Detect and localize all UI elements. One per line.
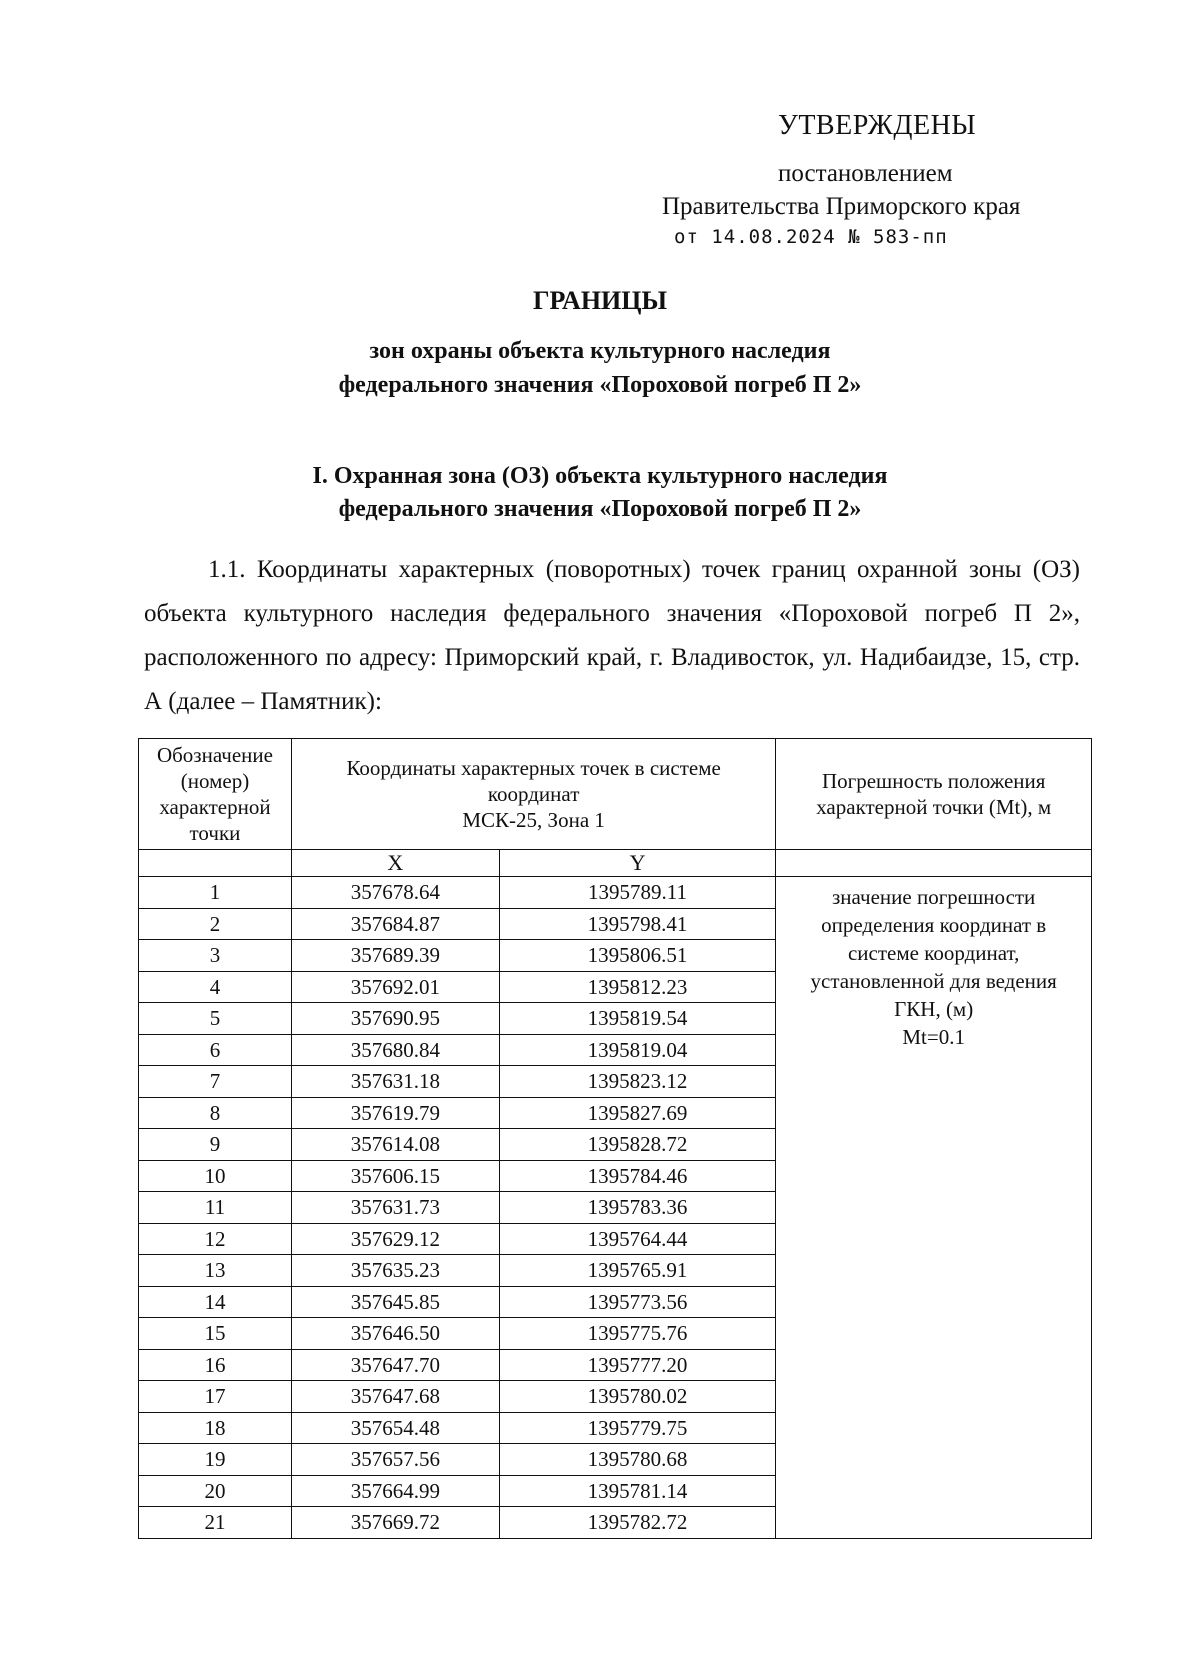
- point-number: 5: [139, 1003, 292, 1035]
- header-point-number: Обозначение (номер) характерной точки: [139, 739, 292, 850]
- coordinate-x: 357692.01: [291, 971, 499, 1003]
- accuracy-note: [776, 877, 1092, 1539]
- table-header-row: [139, 739, 1092, 850]
- coordinate-x: 357680.84: [291, 1034, 499, 1066]
- coordinate-y: 1395780.68: [499, 1444, 776, 1476]
- coordinate-y: 1395819.54: [499, 1003, 776, 1035]
- document-subtitle-line-1: зон охраны объекта культурного наследия: [369, 338, 831, 364]
- coordinate-y: 1395784.46: [499, 1160, 776, 1192]
- point-number: 3: [139, 940, 292, 972]
- point-number: 6: [139, 1034, 292, 1066]
- coordinate-x: 357631.73: [291, 1192, 499, 1224]
- coordinate-x: 357629.12: [291, 1223, 499, 1255]
- coordinate-y: 1395765.91: [499, 1255, 776, 1287]
- point-number: 1: [139, 877, 292, 909]
- coordinate-y: 1395823.12: [499, 1066, 776, 1098]
- table-subheader-row: [139, 850, 1092, 877]
- section-title-line-1: I. Охранная зона (ОЗ) объекта культурного наследия: [312, 463, 888, 489]
- coordinate-y: 1395764.44: [499, 1223, 776, 1255]
- coordinate-y: 1395781.14: [499, 1475, 776, 1507]
- coordinate-y: 1395775.76: [499, 1318, 776, 1350]
- point-number: 14: [139, 1286, 292, 1318]
- coordinate-y: 1395806.51: [499, 940, 776, 972]
- header-accuracy: Погрешность положения характерной точки (Mt), м: [776, 739, 1092, 850]
- accuracy-note-line: значение погрешности: [832, 885, 1036, 909]
- coordinate-x: 357684.87: [291, 908, 499, 940]
- coordinate-y: 1395827.69: [499, 1097, 776, 1129]
- subheader-x: X: [291, 850, 499, 877]
- approval-government-label: Правительства Приморского края: [662, 193, 1021, 220]
- coordinates-table: [138, 738, 1092, 1539]
- coordinate-y: 1395798.41: [499, 908, 776, 940]
- point-number: 9: [139, 1129, 292, 1161]
- header-coordinates: Координаты характерных точек в системе координат МСК-25, Зона 1: [291, 739, 775, 850]
- coordinate-x: 357664.99: [291, 1475, 499, 1507]
- section-title: [0, 460, 1200, 526]
- point-number: 16: [139, 1349, 292, 1381]
- coordinate-y: 1395780.02: [499, 1381, 776, 1413]
- coordinate-x: 357647.68: [291, 1381, 499, 1413]
- coordinate-y: 1395783.36: [499, 1192, 776, 1224]
- point-number: 21: [139, 1507, 292, 1539]
- coordinate-x: 357647.70: [291, 1349, 499, 1381]
- approval-resolution-label: постановлением: [778, 160, 953, 187]
- point-number: 17: [139, 1381, 292, 1413]
- subheader-empty-cell: [776, 850, 1092, 877]
- point-number: 20: [139, 1475, 292, 1507]
- document-subtitle: [0, 334, 1200, 402]
- point-number: 10: [139, 1160, 292, 1192]
- accuracy-note-line: системе координат,: [847, 941, 1020, 965]
- coordinate-x: 357678.64: [291, 877, 499, 909]
- coordinate-y: 1395828.72: [499, 1129, 776, 1161]
- section-paragraph: 1.1. Координаты характерных (поворотных) точек границ охранной зоны (ОЗ) объекта культурного наследия федерального значения «Пороховой погреб П 2», расположенного по адресу: Приморский край, г. Владивосток, ул. Надибаидзе, 15, стр. А (далее – Памятник):: [144, 556, 1080, 715]
- point-number: 13: [139, 1255, 292, 1287]
- coordinate-x: 357631.18: [291, 1066, 499, 1098]
- coordinate-x: 357654.48: [291, 1412, 499, 1444]
- point-number: 7: [139, 1066, 292, 1098]
- coordinate-y: 1395789.11: [499, 877, 776, 909]
- accuracy-note-line: Mt=0.1: [902, 1025, 965, 1049]
- coordinate-y: 1395812.23: [499, 971, 776, 1003]
- accuracy-note-line: установленной для ведения: [810, 969, 1057, 993]
- coordinate-x: 357614.08: [291, 1129, 499, 1161]
- point-number: 19: [139, 1444, 292, 1476]
- document-subtitle-line-2: федерального значения «Пороховой погреб П 2»: [338, 372, 862, 398]
- approval-date-number: от 14.08.2024 № 583-пп: [674, 226, 948, 248]
- accuracy-note-line: ГКН, (м): [894, 997, 974, 1021]
- coordinate-x: 357645.85: [291, 1286, 499, 1318]
- coordinate-y: 1395819.04: [499, 1034, 776, 1066]
- subheader-y: Y: [499, 850, 776, 877]
- point-number: 8: [139, 1097, 292, 1129]
- approval-title: УТВЕРЖДЕНЫ: [778, 110, 977, 141]
- coordinate-x: 357606.15: [291, 1160, 499, 1192]
- coordinate-x: 357690.95: [291, 1003, 499, 1035]
- point-number: 15: [139, 1318, 292, 1350]
- coordinate-x: 357635.23: [291, 1255, 499, 1287]
- coordinate-y: 1395773.56: [499, 1286, 776, 1318]
- point-number: 12: [139, 1223, 292, 1255]
- coordinate-x: 357619.79: [291, 1097, 499, 1129]
- point-number: 4: [139, 971, 292, 1003]
- point-number: 18: [139, 1412, 292, 1444]
- accuracy-note-line: определения координат в: [821, 913, 1047, 937]
- document-title: ГРАНИЦЫ: [532, 286, 668, 315]
- point-number: 11: [139, 1192, 292, 1224]
- point-number: 2: [139, 908, 292, 940]
- coordinate-x: 357657.56: [291, 1444, 499, 1476]
- section-title-line-2: федерального значения «Пороховой погреб П 2»: [338, 496, 862, 522]
- coordinate-x: 357646.50: [291, 1318, 499, 1350]
- coordinate-y: 1395782.72: [499, 1507, 776, 1539]
- coordinate-x: 357689.39: [291, 940, 499, 972]
- coordinate-y: 1395777.20: [499, 1349, 776, 1381]
- table-row: [139, 877, 1092, 909]
- subheader-empty-cell: [139, 850, 292, 877]
- coordinate-y: 1395779.75: [499, 1412, 776, 1444]
- coordinate-x: 357669.72: [291, 1507, 499, 1539]
